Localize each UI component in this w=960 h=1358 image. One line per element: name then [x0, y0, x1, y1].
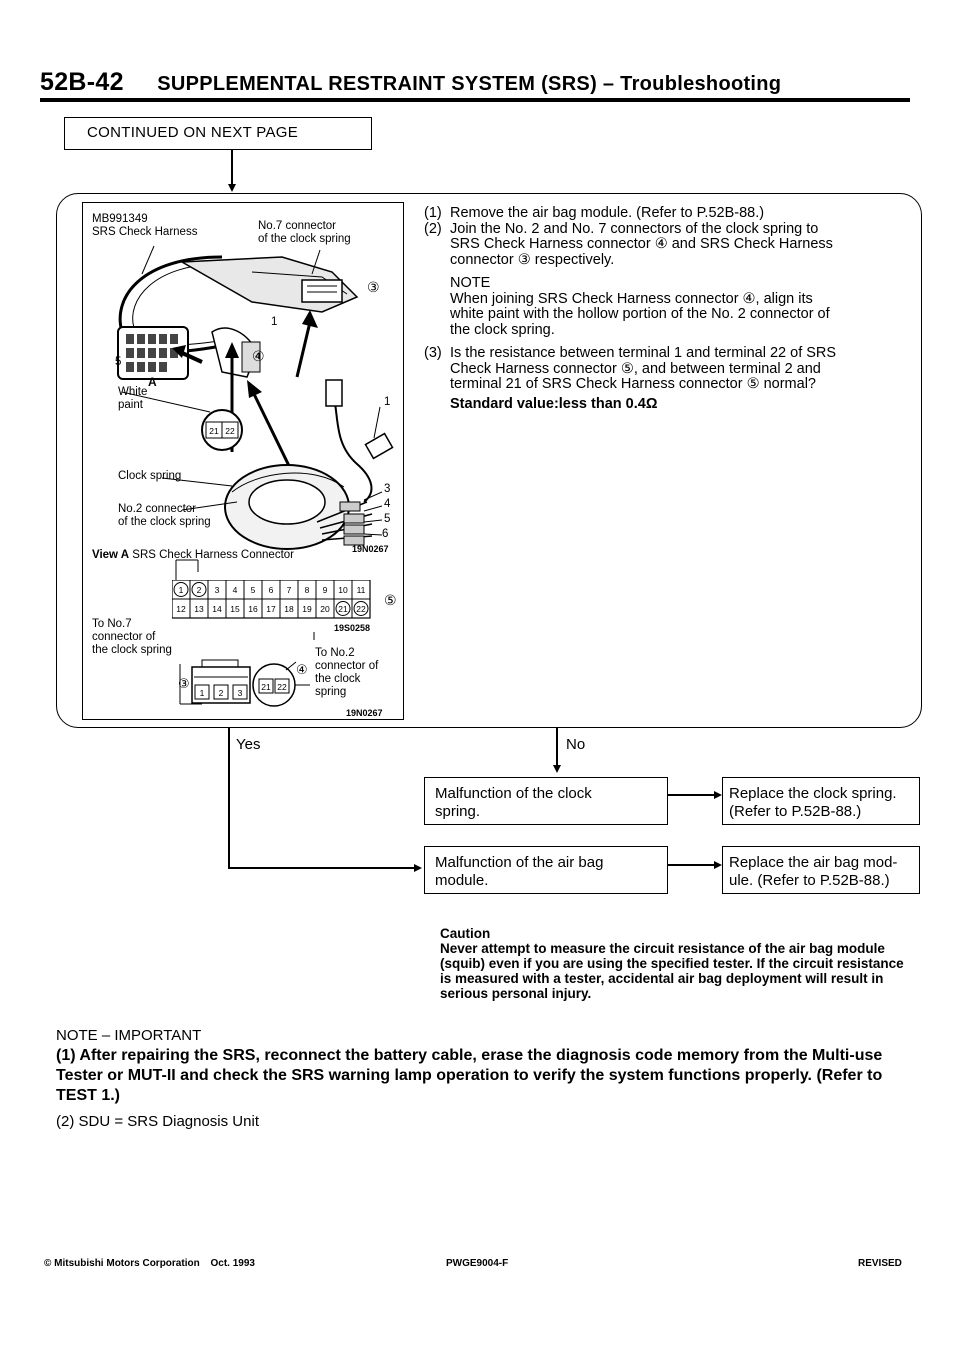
- connector-5-svg: [172, 580, 372, 622]
- pin-8: 8: [304, 585, 310, 595]
- no7-connector-label: [258, 220, 351, 246]
- tool-name: SRS Check Harness: [92, 226, 198, 238]
- footer-code: PWGE9004-F: [446, 1258, 509, 1269]
- pin-9: 9: [322, 585, 328, 595]
- no2-connector-label: [118, 503, 211, 529]
- terminal-1-label: 1: [384, 396, 391, 408]
- callout-4: ④: [252, 348, 265, 364]
- no7-label-line1: No.7 connector: [258, 220, 336, 232]
- no2-label-line2: of the clock spring: [118, 516, 211, 528]
- pin-19: 19: [302, 604, 312, 614]
- step-3-num: (3): [424, 345, 442, 361]
- note-body-text: When joining SRS Check Harness connector ④, align its white paint with the hollow portion of the No. 2 connector of the clock spring.: [450, 290, 830, 338]
- note-body: [424, 292, 904, 339]
- to-no2-line1: To No.2: [315, 647, 355, 659]
- note-title: NOTE: [450, 275, 491, 291]
- standard-value: [424, 397, 904, 413]
- step-3: [424, 346, 904, 393]
- section-number: 52B-42: [40, 68, 124, 96]
- pin-11: 11: [356, 585, 366, 595]
- pin-12: 12: [176, 604, 186, 614]
- no7-label-line2: of the clock spring: [258, 233, 351, 245]
- to-no7-label: [92, 618, 172, 657]
- pin-21-small: 21: [261, 682, 271, 692]
- callout-5-connector: ⑤: [384, 592, 397, 608]
- step-1-text: Remove the air bag module. (Refer to P.52B-88.): [450, 205, 765, 221]
- view-a-text: SRS Check Harness Connector: [132, 549, 294, 561]
- yes-arrow: [414, 864, 422, 872]
- footer-copyright: [44, 1258, 255, 1269]
- to-no7-line2: connector of: [92, 631, 156, 643]
- procedure-steps: [424, 206, 904, 412]
- clock-spring-label: Clock spring: [118, 470, 182, 482]
- step-3-text: Is the resistance between terminal 1 and terminal 22 of SRS Check Harness connector ⑤, and between terminal 2 and terminal 21 of SRS Check Harness connector ⑤ normal?: [450, 345, 837, 392]
- malfunction-airbag-box: [424, 846, 668, 894]
- note-important-title: NOTE – IMPORTANT: [56, 1027, 202, 1044]
- connector-5-grid: [172, 580, 372, 627]
- caution-block: [440, 926, 912, 1001]
- connector-4-face-pins: [205, 420, 239, 440]
- pin-21: 21: [209, 426, 219, 436]
- pin-15: 15: [230, 604, 240, 614]
- no-line: [556, 728, 558, 768]
- pin-16: 16: [248, 604, 258, 614]
- arrow-head-1: [714, 791, 722, 799]
- num-5: 5: [384, 513, 391, 525]
- pin-20: 20: [320, 604, 330, 614]
- connector-4-small-pins: [258, 677, 292, 697]
- pin-6: 6: [268, 585, 274, 595]
- to-no7-line1: To No.7: [92, 618, 132, 630]
- continued-box: [64, 117, 372, 150]
- to-no2-line3: the clock: [315, 673, 361, 685]
- connector-line: [231, 150, 233, 188]
- pin-7: 7: [286, 585, 292, 595]
- pin-c3: 3: [237, 688, 243, 698]
- to-no7-line3: the clock spring: [92, 644, 172, 656]
- pin-13: 13: [194, 604, 204, 614]
- callout-5: 5: [115, 356, 122, 368]
- connector-3-pins: [194, 683, 250, 703]
- pin-21: 21: [338, 604, 348, 614]
- callout-3: ③: [367, 279, 380, 295]
- pin-4: 4: [232, 585, 238, 595]
- arrow-line-2: [668, 864, 716, 866]
- figure-code-1: 19N0267: [352, 544, 389, 554]
- callout-4-small: ④: [296, 662, 308, 677]
- yes-line: [228, 728, 230, 868]
- figure-code-3: 19N0267: [346, 708, 383, 718]
- num-6: 6: [382, 528, 389, 540]
- callout-1: 1: [271, 316, 278, 328]
- white-paint-label: [118, 386, 147, 412]
- figure-code-2: 19S0258: [334, 623, 371, 633]
- step-1: [424, 206, 904, 222]
- pin-10: 10: [338, 585, 348, 595]
- pin-2: 2: [196, 585, 202, 595]
- replace-airbag-box: [722, 846, 920, 894]
- malfunction-airbag-text: Malfunction of the air bag module.: [435, 854, 604, 889]
- note-heading: [424, 276, 904, 292]
- pin-5: 5: [250, 585, 256, 595]
- pin-18: 18: [284, 604, 294, 614]
- footer-status: REVISED: [858, 1258, 902, 1269]
- pin-22: 22: [356, 604, 366, 614]
- note-important-item1: (1) After repairing the SRS, reconnect the battery cable, erase the diagnosis code memory from the Multi-use Tester or MUT-II and check the SRS warning lamp operation to verify the system functions properly. (Refer to TEST 1.): [56, 1047, 883, 1104]
- footer-date: Oct. 1993: [210, 1258, 255, 1269]
- callout-3-small: ③: [178, 676, 190, 691]
- continued-text: CONTINUED ON NEXT PAGE: [87, 124, 299, 141]
- replace-clock-spring-box: [722, 777, 920, 825]
- pin-22: 22: [225, 426, 235, 436]
- arrow-down: [228, 184, 236, 192]
- header-rule: [40, 98, 910, 102]
- caution-title: Caution: [440, 926, 491, 941]
- pin-1: 1: [178, 585, 184, 595]
- to-no2-line2: connector of: [315, 660, 379, 672]
- white-paint-line2: paint: [118, 399, 143, 411]
- caution-text: Never attempt to measure the circuit resistance of the air bag module (squib) even if you are using the specified tester. If the circuit resistance is measured with a tester, accidental air bag deployment will result in serious personal injury.: [440, 941, 904, 1001]
- step-1-num: (1): [424, 205, 442, 221]
- replace-airbag-text: Replace the air bag mod- ule. (Refer to P.52B-88.): [729, 854, 898, 889]
- yes-horizontal: [228, 867, 416, 869]
- pin-14: 14: [212, 604, 222, 614]
- page-header: [40, 68, 781, 97]
- step-2-num: (2): [424, 220, 442, 237]
- malfunction-clock-spring-box: [424, 777, 668, 825]
- tool-label: [92, 213, 197, 239]
- white-paint-line1: White: [118, 386, 148, 398]
- no2-label-line1: No.2 connector: [118, 503, 196, 515]
- view-a-caption: [92, 549, 294, 562]
- pin-3: 3: [214, 585, 220, 595]
- to-no2-line4: spring: [315, 686, 347, 698]
- pin-c1: 1: [199, 688, 205, 698]
- step-2-text: Join the No. 2 and No. 7 connectors of the clock spring to SRS Check Harness connector ④ and SRS Check Harness connector ③ respectively.: [450, 220, 833, 268]
- arrow-head-2: [714, 861, 722, 869]
- page-title: SUPPLEMENTAL RESTRAINT SYSTEM (SRS) – Troubleshooting: [157, 73, 782, 95]
- num-3: 3: [384, 483, 391, 495]
- copyright-text: © Mitsubishi Motors Corporation: [44, 1258, 200, 1269]
- no-label: No: [566, 736, 586, 753]
- standard-value-text: Standard value:less than 0.4Ω: [450, 395, 658, 412]
- note-important: [56, 1026, 916, 1132]
- view-a-bold: View A: [92, 549, 130, 561]
- replace-clock-spring-text: Replace the clock spring. (Refer to P.52B-88.): [729, 785, 897, 820]
- no-arrow: [553, 765, 561, 773]
- step-2: [424, 222, 904, 269]
- tool-number: MB991349: [92, 213, 148, 225]
- pin-22-small: 22: [277, 682, 287, 692]
- num-4: 4: [384, 498, 391, 510]
- note-important-item2: (2) SDU = SRS Diagnosis Unit: [56, 1113, 259, 1130]
- view-a-letter: A: [148, 375, 157, 389]
- pin-c2: 2: [218, 688, 224, 698]
- pin-17: 17: [266, 604, 276, 614]
- yes-label: Yes: [236, 736, 261, 753]
- arrow-line-1: [668, 794, 716, 796]
- to-no2-label: [315, 647, 378, 699]
- malfunction-clock-spring-text: Malfunction of the clock spring.: [435, 785, 592, 820]
